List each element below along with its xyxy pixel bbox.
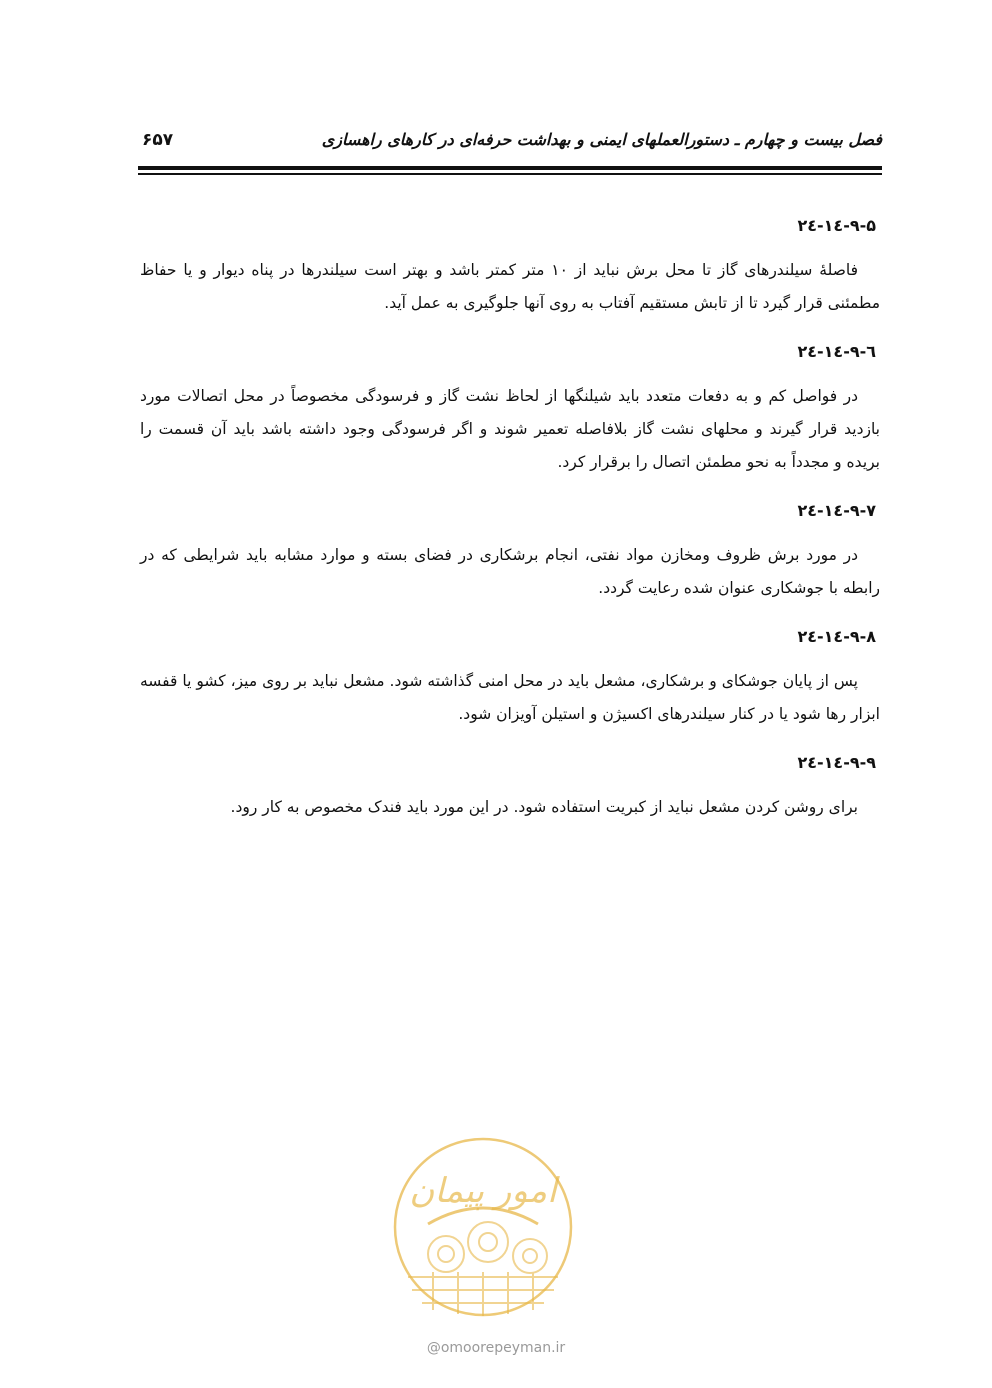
header-divider-thick <box>138 166 882 170</box>
section-paragraph: پس از پایان جوشکای و برشکاری، مشعل باید در محل امنی گذاشته شود. مشعل نباید بر روی میز، کشو یا قفسه ابزار رها شود یا در کنار سیلندرهای اکسیژن و استیلن آویزان شود. <box>140 672 880 723</box>
section-paragraph: در مورد برش ظروف ومخازن مواد نفتی، انجام برشکاری در فضای بسته و موارد مشابه باید شرایطی که در رابطه با جوشکاری عنوان شده رعایت گردد. <box>140 546 880 597</box>
watermark-logo-icon <box>388 1132 578 1322</box>
section-paragraph: در فواصل کم و به دفعات متعدد باید شیلنگها از لحاظ نشت گاز و فرسودگی مخصوصاً در محل اتصالات مورد بازدید قرار گیرند و محلهای نشت گاز بلافاصله تعمیر شوند و اگر فرسودگی وجود داشته باشد باید آن قسمت را بریده و مجدداً به نحو مطمئن اتصال را برقرار کرد. <box>140 387 880 471</box>
header-divider-thin <box>138 173 882 175</box>
chapter-title: فصل بیست و چهارم ـ دستورالعملهای ایمنی و بهداشت حرفه‌ای در کارهای راهسازی <box>321 130 882 149</box>
section-number: ۲٤-۱٤-۹-۷ <box>797 501 876 520</box>
section <box>140 212 880 320</box>
document-body <box>140 212 880 842</box>
section-number: ۲٤-۱٤-۹-۵ <box>797 216 876 235</box>
section <box>140 497 880 605</box>
watermark-logo-text: امور پیمان <box>409 1171 557 1211</box>
section-paragraph: فاصلهٔ سیلندرهای گاز تا محل برش نباید از ۱۰ متر کمتر باشد و بهتر است سیلندرها در پناه دیوار و یا حفاظ مطمئنی قرار گیرد تا از تابش مستقیم آفتاب به روی آنها جلوگیری به عمل آید. <box>140 261 880 312</box>
page-number: ۶۵۷ <box>142 130 174 150</box>
section-number: ۲٤-۱٤-۹-۹ <box>797 753 876 772</box>
section <box>140 623 880 731</box>
section <box>140 749 880 824</box>
page-header <box>138 122 882 162</box>
section-paragraph: برای روشن کردن مشعل نباید از کبریت استفاده شود. در این مورد باید فندک مخصوص به کار رود. <box>230 798 858 816</box>
section-number: ۲٤-۱٤-۹-۸ <box>797 627 876 646</box>
section <box>140 338 880 479</box>
section-number: ۲٤-۱٤-۹-٦ <box>797 342 876 361</box>
watermark-website: @omoorepeyman.ir <box>426 1340 566 1356</box>
